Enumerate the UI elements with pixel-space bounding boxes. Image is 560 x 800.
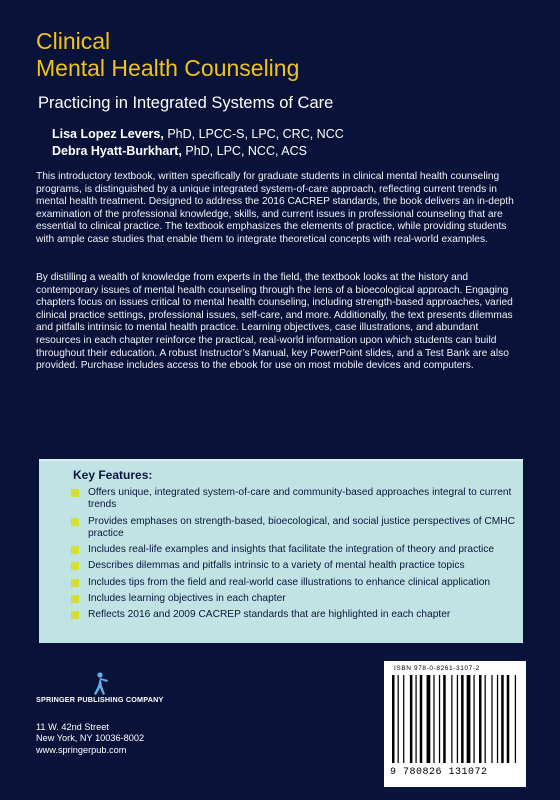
- author-name: Lisa Lopez Levers,: [52, 127, 164, 141]
- barcode-bar: [461, 675, 464, 763]
- barcode-bar: [467, 675, 471, 763]
- key-features-list: [71, 487, 519, 626]
- list-item: [71, 560, 519, 572]
- barcode-bar: [479, 675, 482, 763]
- barcode-bar: [410, 675, 413, 763]
- address-line: New York, NY 10036-8002: [36, 733, 145, 744]
- barcode-bar: [415, 675, 416, 763]
- title-line-2: Mental Health Counseling: [36, 55, 300, 81]
- description-paragraph-1: This introductory textbook, written specifically for graduate students in clinical mental health counseling programs, is distinguished by a unique integrated system-of-care approach, reflecting current trends in mental health treatment. Designed to address the 2016 CACREP standards, the book delivers an in-depth examination of the professional knowledge, skills, and current issues in professional counseling that are essential to clinical practice. The textbook emphasizes the elements of practice, while providing students with ample case studies that enable them to integrate theoretical concepts with real-world examples.: [36, 171, 514, 245]
- feature-text: Reflects 2016 and 2009 CACREP standards that are highlighted in each chapter: [88, 609, 451, 621]
- square-bullet-icon: [71, 611, 79, 619]
- list-item: [71, 577, 519, 589]
- authors: [52, 126, 532, 160]
- barcode-bar: [451, 675, 452, 763]
- list-item: [71, 516, 519, 541]
- feature-text: Includes real-life examples and insights that facilitate the integration of theory and practice: [88, 544, 495, 556]
- author-2: [52, 143, 532, 160]
- publisher-name: SPRINGER PUBLISHING COMPANY: [36, 695, 164, 704]
- barcode-bar: [392, 675, 395, 763]
- feature-text: Includes learning objectives in each chapter: [88, 593, 286, 605]
- feature-text: Provides emphases on strength-based, bioecological, and social justice perspectives of CMHC practice: [88, 515, 515, 539]
- key-features-box: [39, 459, 523, 643]
- square-bullet-icon: [71, 562, 79, 570]
- book-subtitle: Practicing in Integrated Systems of Care: [38, 94, 334, 112]
- barcode-bar: [427, 675, 431, 763]
- barcode-bar: [491, 675, 492, 763]
- book-title: [36, 28, 516, 82]
- barcode-bar: [515, 675, 516, 763]
- author-credentials: PhD, LPCC-S, LPC, CRC, NCC: [163, 127, 344, 141]
- list-item: [71, 593, 519, 605]
- list-item: [71, 609, 519, 621]
- key-features-heading: Key Features:: [73, 468, 153, 482]
- barcode-bar: [443, 675, 446, 763]
- author-1: [52, 126, 532, 143]
- square-bullet-icon: [71, 546, 79, 554]
- barcode-bar: [507, 675, 510, 763]
- barcode-bar: [473, 675, 474, 763]
- isbn-label: ISBN 978-0-8261-3107-2: [394, 665, 480, 672]
- barcode-bar: [398, 675, 399, 763]
- title-line-1: Clinical: [36, 28, 111, 54]
- author-name: Debra Hyatt-Burkhart,: [52, 144, 182, 158]
- author-credentials: PhD, LPC, NCC, ACS: [181, 144, 307, 158]
- square-bullet-icon: [71, 595, 79, 603]
- publisher-website: www.springerpub.com: [36, 744, 127, 755]
- publisher-logo: [36, 672, 216, 708]
- feature-text: Includes tips from the field and real-world case illustrations to enhance clinical application: [88, 576, 491, 588]
- isbn-barcode: [384, 661, 526, 787]
- barcode-graphic: [386, 675, 524, 767]
- barcode-bar: [403, 675, 404, 763]
- barcode-bar: [439, 675, 440, 763]
- barcode-bar: [485, 675, 486, 763]
- feature-text: Describes dilemmas and pitfalls intrinsic to a variety of mental health practice topics: [88, 560, 465, 572]
- barcode-bar: [420, 675, 423, 763]
- barcode-bar: [497, 675, 498, 763]
- square-bullet-icon: [71, 489, 79, 497]
- barcode-bar: [501, 675, 504, 763]
- description-paragraph-2: By distilling a wealth of knowledge from experts in the field, the textbook looks at the history and contemporary issues of mental health counseling through the lens of a bioecological approach. Engaging chapters focus on issues critical to mental health counseling, including strength-based approaches, varied clinical practice settings, professional issues, self-care, and more. Additionally, the text presents dilemmas and pitfalls intrinsic to mental health practice. Learning objectives, case illustrations, and abundant resources in each chapter reinforce the practical, real-world information upon which students can build throughout their education. A robust Instructor’s Manual, key PowerPoint slides, and a Test Bank are also provided. Purchase includes access to the ebook for use on most mobile devices and computers.: [36, 272, 513, 372]
- person-figure-icon: [88, 672, 110, 696]
- feature-text: Offers unique, integrated system-of-care and community-based approaches integral to current trends: [88, 487, 512, 511]
- list-item: [71, 544, 519, 556]
- barcode-digits: 9 780826 131072: [390, 767, 488, 778]
- list-item: [71, 487, 519, 512]
- publisher-address: [36, 722, 144, 756]
- barcode-bar: [433, 675, 434, 763]
- barcode-bar: [457, 675, 458, 763]
- square-bullet-icon: [71, 518, 79, 526]
- address-line: 11 W. 42nd Street: [36, 722, 109, 732]
- square-bullet-icon: [71, 579, 79, 587]
